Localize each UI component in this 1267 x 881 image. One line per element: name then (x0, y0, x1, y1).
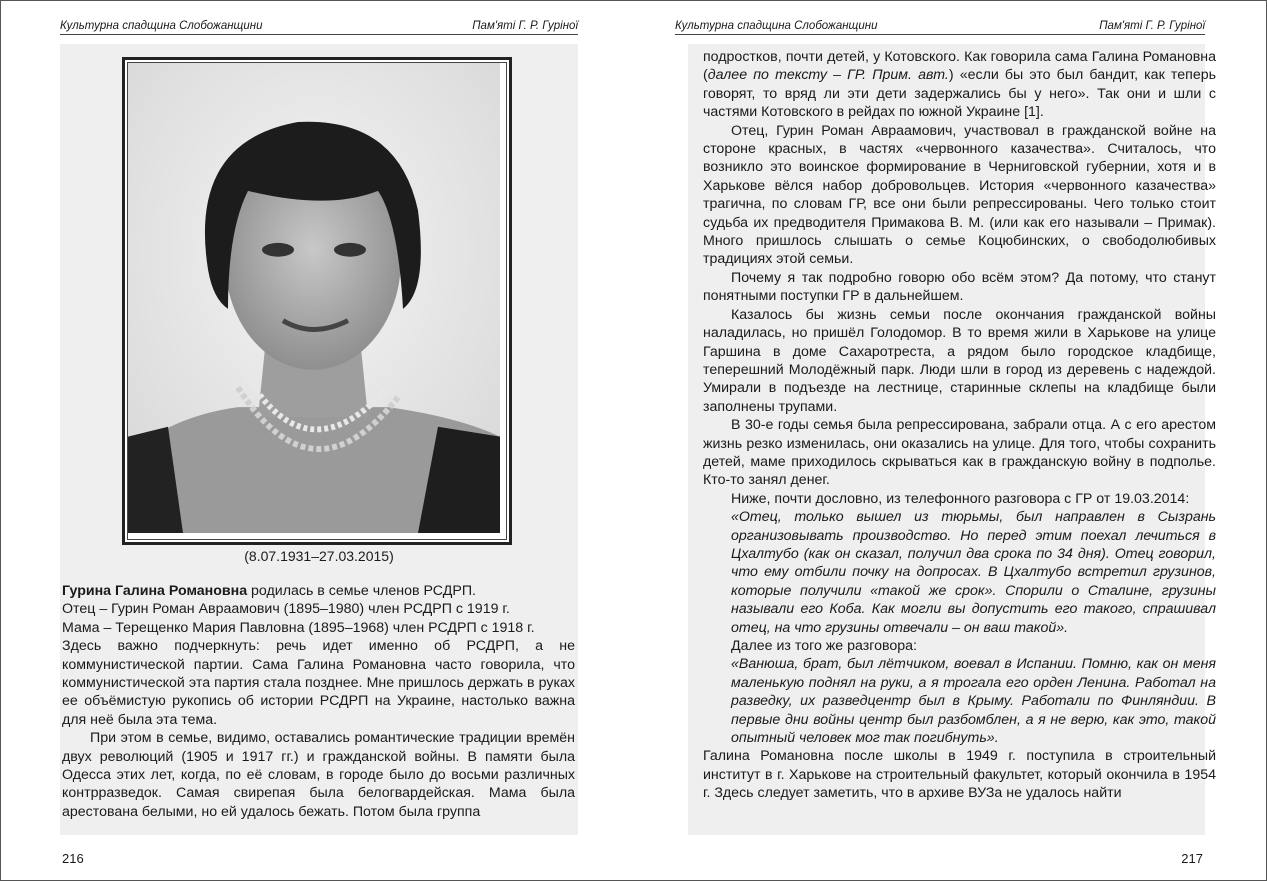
paragraph: Галина Романовна после школы в 1949 г. поступила в строительный институт в г. Харькове на строительный факультет, который окончила в 1954 г. Здесь следует заметить, что в архиве ВУЗа не удалось найти (703, 748, 1216, 802)
header-right: Пам'яті Г. Р. Гуріної (1099, 20, 1205, 32)
author-note: далее по тексту – ГР. Прим. авт. (707, 67, 949, 84)
body-text (62, 582, 575, 821)
portrait-image (128, 63, 500, 533)
paragraph: Ниже, почти дословно, из телефонного разговора с ГР от 19.03.2014: (731, 490, 1190, 507)
subject-name: Гурина Галина Романовна (62, 583, 248, 599)
right-page (675, 0, 1216, 881)
photo-caption: (8.07.1931–27.03.2015) (244, 548, 394, 564)
page-number: 217 (1181, 851, 1203, 866)
father-line: Отец – Гурин Роман Авраамович (1895–1980) член РСДРП с 1919 г. (62, 601, 510, 618)
portrait-photo (127, 62, 507, 540)
paragraph: Далее из того же разговора: (731, 638, 917, 654)
paragraph (703, 48, 1216, 122)
intro-text: родилась в семье членов РСДРП. (247, 583, 476, 599)
paragraph: Здесь важно подчеркнуть: речь идет именно об РСДРП, а не коммунистической партии. Сама Галина Романовна часто говорила, что коммунистической эта партия стала позднее. Мне пришлось держать в руках ее объёмистую рукопись об истории РСДРП на Украине, настолько важна для неё была эта тема. (62, 638, 575, 728)
header-left: Культурна спадщина Слобожанщини (675, 20, 878, 32)
paragraph: В 30-е годы семья была репрессирована, забрали отца. А с его арестом жизнь резко изменилась, они оказались на улице. Для того, чтобы сохранить детей, маме приходилось скрываться как в гражданскую войну в подполье. Кто-то занял денег. (703, 417, 1216, 489)
page-number: 216 (62, 851, 84, 866)
paragraph: При этом в семье, видимо, оставались романтические традиции времён двух революций (1905 и 1917 гг.) и гражданской войны. В памяти была Одесса этих лет, когда, по её словам, в городе было до восьми различных контрразведок. Самая свирепая была белогвардейская. Мама была арестована белыми, но ей удалось бежать. Потом была группа (62, 730, 575, 820)
quote: «Ванюша, брат, был лётчиком, воевал в Испании. Помню, как он меня маленькую поднял на руки, а я трогала его орден Ленина. Работал на разведку, их разведцентр был в Крыму. Работали по Финляндии. В первые дни войны центр был разбомблен, а я не верю, как это, такой опытный человек мог так погибнуть». (731, 656, 1216, 747)
left-page (60, 0, 578, 881)
paragraph: Отец, Гурин Роман Авраамович, участвовал в гражданской войне на стороне красных, в частях «червонного казачества». Считалось, что возникло это воинское формирование в Черниговской губернии, хотя и в Харькове вёлся набор добровольцев. История «червонного казачества» трагична, по словам ГР, все они были репрессированы. Чего только стоит судьба их предводителя Примакова В. М. (или как его называли – Примак). Много пришлось слышать о семье Коцюбинских, о свободолюбивых традициях этой семьи. (703, 122, 1216, 268)
paragraph: Казалось бы жизнь семьи после окончания гражданской войны наладилась, но пришёл Голодомор. В то время жили в Харькове на улице Гаршина в доме Сахаротреста, а рядом было городское кладбище, теперешний Молодёжный парк. Люди шли в город из деревень с надеждой. Умирали в подъезде на лестнице, старинные склепы на кладбище были заполнены трупами. (703, 306, 1216, 415)
header-left: Культурна спадщина Слобожанщини (60, 20, 263, 32)
text-run: ) «если бы это был бандит, как теперь говорят, то вряд ли эти дети задержались бы у него». Так они и шли с частями Котовского в рейдах по южной Украине [1]. (703, 67, 1216, 121)
running-header (60, 14, 578, 35)
intro-line (62, 582, 575, 600)
text-run: подростков, почти детей, у Котовского. Как говорила сама Галина Романовна ( (703, 49, 1216, 84)
mother-line: Мама – Терещенко Мария Павловна (1895–1968) член РСДРП с 1918 г. (62, 619, 535, 636)
header-right: Пам'яті Г. Р. Гуріної (472, 20, 578, 32)
portrait-frame (122, 57, 512, 545)
content-area (688, 44, 1216, 835)
paragraph: Почему я так подробно говорю обо всём этом? Да потому, что станут понятными поступки ГР в дальнейшем. (703, 269, 1216, 305)
body-text (703, 48, 1216, 803)
quote: «Отец, только вышел из тюрьмы, был направлен в Сызрань организовывать производство. Но перед этим поехал лечиться в Цхалтубо (как он сказал, получил два срока по 34 дня). Отец говорил, что ему отбили почку на допросах. В Цхалтубо встретил грузинов, которые получили «такой же срок». Спорили о Сталине, грузины называли его Коба. Как могли вы допустить его такого, спрашивал отец, на что грузины отвечали – он ваш такой». (731, 509, 1216, 636)
running-header (675, 14, 1205, 35)
